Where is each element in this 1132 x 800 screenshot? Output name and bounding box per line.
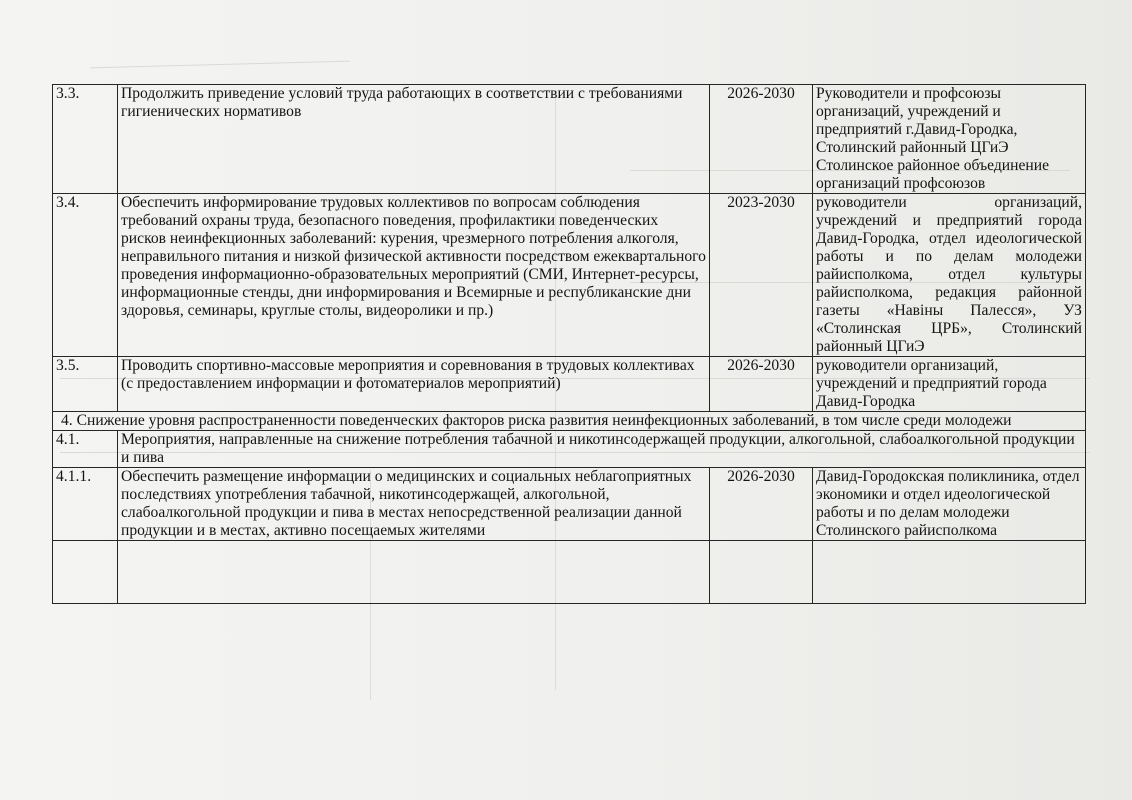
row-responsible: Давид-Городокская поликлиника, отдел экономики и отдел идеологической работы и по делам молодежи Столинского райисполкома xyxy=(813,468,1086,541)
row-number: 3.5. xyxy=(53,357,118,412)
row-years: 2026-2030 xyxy=(710,85,813,194)
table-row xyxy=(53,431,1086,468)
row-responsible: руководители организаций, учреждений и предприятий города Давид-Городка xyxy=(813,357,1086,412)
row-measure: Продолжить приведение условий труда работающих в соответствии с требованиями гигиенических нормативов xyxy=(118,85,710,194)
row-responsible: руководители организаций, учреждений и предприятий города Давид-Городка, отдел идеологической работы и по делам молодежи райисполкома, отдел культуры райисполкома, редакция районной газеты «Навіны Палесся», УЗ «Столинская ЦРБ», Столинский районный ЦГиЭ xyxy=(813,194,1086,357)
section-title xyxy=(53,412,1086,431)
plan-table xyxy=(52,84,1086,604)
table-row xyxy=(53,194,1086,357)
row-responsible: Руководители и профсоюзы организаций, учреждений и предприятий г.Давид-Городка, Столинский районный ЦГиЭ Столинское районное объединение организаций профсоюзов xyxy=(813,85,1086,194)
row-years: 2023-2030 xyxy=(710,194,813,357)
row-years: 2026-2030 xyxy=(710,468,813,541)
row-years: 2026-2030 xyxy=(710,357,813,412)
empty-cell xyxy=(710,541,813,604)
row-measure: Проводить спортивно-массовые мероприятия и соревнования в трудовых коллективах (с предоставлением информации и фотоматериалов мероприятий) xyxy=(118,357,710,412)
row-measure: Мероприятия, направленные на снижение потребления табачной и никотинсодержащей продукции, алкогольной, слабоалкогольной продукции и пива xyxy=(118,431,1086,468)
table-row xyxy=(53,357,1086,412)
row-number: 3.3. xyxy=(53,85,118,194)
row-measure: Обеспечить информирование трудовых коллективов по вопросам соблюдения требований охраны труда, безопасного поведения, профилактики поведенческих рисков неинфекционных заболеваний: курения, чрезмерного потребления алкоголя, неправильного питания и низкой физической активности посредством ежеквартального проведения информационно-образовательных мероприятий (СМИ, Интернет-ресурсы, информационные стенды, дни информирования и Всемирные и республиканские дни здоровья, семинары, круглые столы, видеоролики и пр.) xyxy=(118,194,710,357)
empty-cell xyxy=(53,541,118,604)
table-row-continued xyxy=(53,541,1086,604)
empty-cell xyxy=(118,541,710,604)
row-number: 4.1.1. xyxy=(53,468,118,541)
empty-cell xyxy=(813,541,1086,604)
row-measure: Обеспечить размещение информации о медицинских и социальных неблагоприятных последствиях употребления табачной, никотинсодержащей, алкогольной, слабоалкогольной продукции и пива в местах непосредственной реализации данной продукции и в местах, активно посещаемых жителями xyxy=(118,468,710,541)
section-header-row xyxy=(53,412,1086,431)
row-number: 3.4. xyxy=(53,194,118,357)
table-row xyxy=(53,85,1086,194)
table-row xyxy=(53,468,1086,541)
row-number: 4.1. xyxy=(53,431,118,468)
section-title-text: 4. Снижение уровня распространенности поведенческих факторов риска развития неинфекционных заболеваний, в том числе среди молодежи xyxy=(61,412,1012,429)
